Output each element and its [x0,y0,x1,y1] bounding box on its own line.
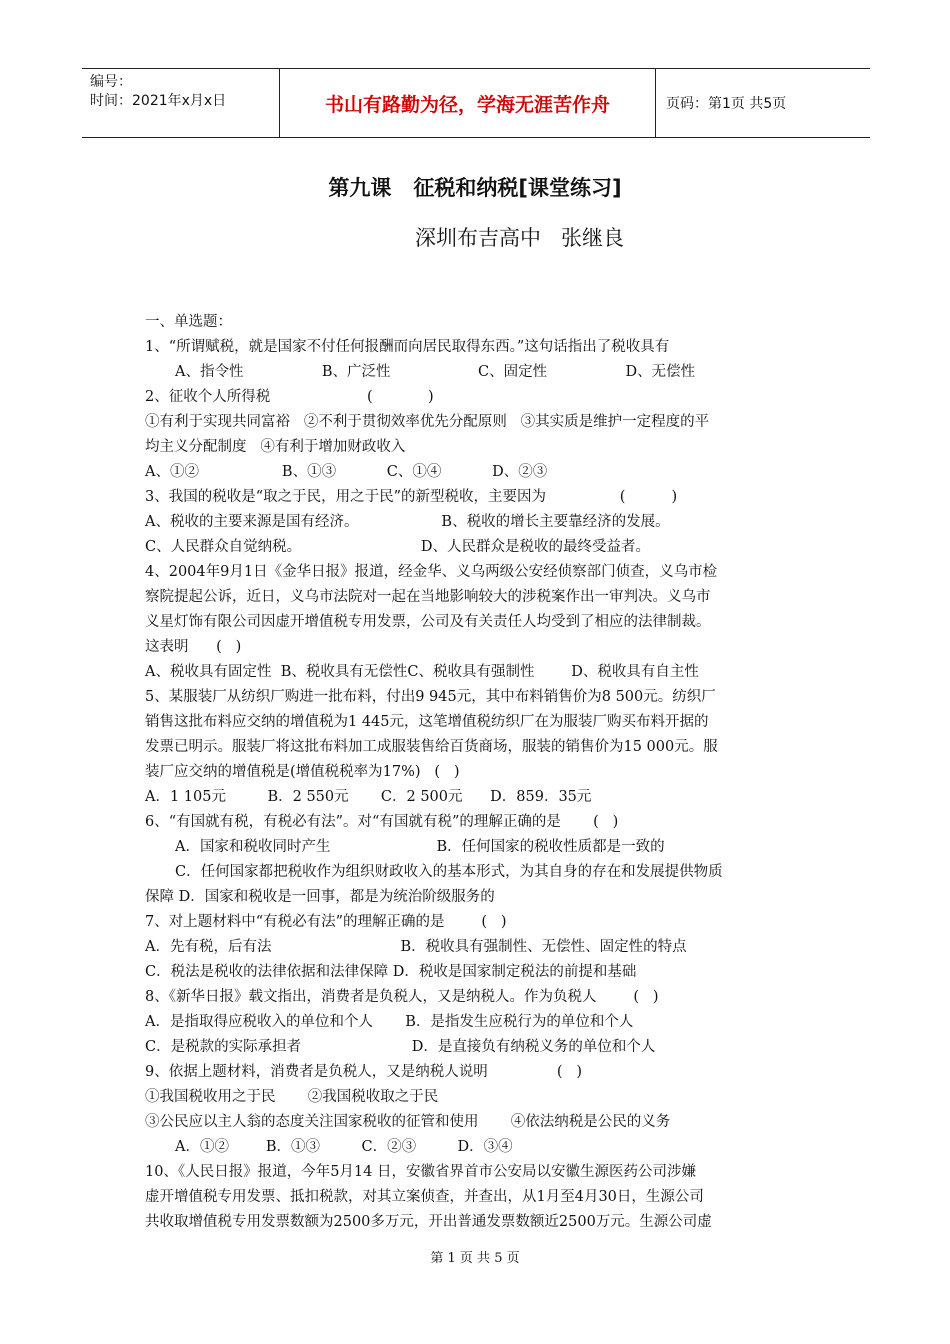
question-9: 9、依据上题材料，消费者是负税人，又是纳税人说明 ( ) [145,1064,583,1080]
question-5-text: 发票已明示。服装厂将这批布料加工成服装售给百货商场，服装的销售价为15 000元。服 [145,739,718,755]
question-9-text: ①我国税收用之于民 ②我国税收取之于民 [145,1089,439,1105]
question-4-text: 这表明 ( ) [145,639,242,655]
question-8-options: A．是指取得应税收入的单位和个人 B．是指发生应税行为的单位和个人 [145,1014,634,1030]
question-4-text: 察院提起公诉，近日，义乌市法院对一起在当地影响较大的涉税案作出一审判决。义乌市 [145,589,711,605]
question-9-text: ③公民应以主人翁的态度关注国家税收的征管和使用 ④依法纳税是公民的义务 [145,1114,671,1130]
page-footer: 第 1 页 共 5 页 [430,1251,520,1266]
question-3-options: C、人民群众自觉纳税。 D、人民群众是税收的最终受益者。 [145,539,651,555]
question-10: 10、《人民日报》报道，今年5月14 日，安徽省界首市公安局以安徽生源医药公司涉嫌 [145,1164,696,1180]
question-6-options: A．国家和税收同时产生 B．任何国家的税收性质都是一致的 [175,839,665,855]
question-4: 4、2004年9月1日《金华日报》报道，经金华、义乌两级公安经侦察部门侦查，义乌市检 [145,564,718,580]
question-4-options: A、税收具有固定性 B、税收具有无偿性C、税收具有强制性 D、税收具有自主性 [145,664,699,680]
motto-text: 书山有路勤为径，学海无涯苦作舟 [324,93,610,116]
question-3-options: A、税收的主要来源是国有经济。 B、税收的增长主要靠经济的发展。 [145,514,670,530]
question-2: 2、征收个人所得税 ( ) [145,389,434,405]
question-5-options: A．1 105元 B．2 550元 C．2 500元 D．859．35元 [145,789,592,805]
question-1-options: A、指令性 B、广泛性 C、固定性 D、无偿性 [175,364,696,380]
question-10-text: 共收取增值税专用发票数额为2500多万元，开出普通发票数额近2500万元。生源公司虚 [145,1214,712,1230]
question-4-text: 义星灯饰有限公司因虚开增值税专用发票，公司及有关责任人均受到了相应的法律制裁。 [145,614,711,630]
question-8: 8、《新华日报》载文指出，消费者是负税人，又是纳税人。作为负税人 ( ) [145,989,659,1005]
question-5-text: 装厂应交纳的增值税是(增值税税率为17%) ( ) [145,764,460,780]
question-1: 1、“所谓赋税，就是国家不付任何报酬而向居民取得东西。”这句话指出了税收具有 [145,339,670,355]
question-2-options: A、①② B、①③ C、①④ D、②③ [145,464,548,480]
question-7-options: A．先有税，后有法 B．税收具有强制性、无偿性、固定性的特点 [145,939,687,955]
page-number-cell [656,69,870,137]
question-2-text: ①有利于实现共同富裕 ②不利于贯彻效率优先分配原则 ③其实质是维护一定程度的平 [145,414,710,430]
time-label: 时间：2021年x月x日 [90,93,227,109]
number-label: 编号： [90,74,132,90]
question-8-options: C．是税款的实际承担者 D．是直接负有纳税义务的单位和个人 [145,1039,656,1055]
question-6-options: C．任何国家都把税收作为组织财政收入的基本形式，为其自身的存在和发展提供物质 [175,864,723,880]
question-7: 7、对上题材料中“有税必有法”的理解正确的是 ( ) [145,914,507,930]
question-10-text: 虚开增值税专用发票、抵扣税款，对其立案侦查，并查出，从1月至4月30日，生源公司 [145,1189,704,1205]
exercise-body [145,310,811,1235]
question-2-text: 均主义分配制度 ④有利于增加财政收入 [145,439,406,455]
question-9-options: A．①② B．①③ C．②③ D．③④ [175,1139,513,1155]
motto-cell [280,69,656,137]
document-author: 深圳布吉高中 张继良 [415,226,625,250]
question-7-options: C．税法是税收的法律依据和法律保障 D．税收是国家制定税法的前提和基础 [145,964,637,980]
page-number-label: 页码：第1页 共5页 [666,96,787,112]
question-5-text: 销售这批布料应交纳的增值税为1 445元，这笔增值税纺织厂在为服装厂购买布料开据的 [145,714,709,730]
question-6-options: 保障 D．国家和税收是一回事，都是为统治阶级服务的 [145,889,495,905]
question-3: 3、我国的税收是“取之于民，用之于民”的新型税收，主要因为 ( ) [145,489,678,505]
section-heading: 一、单选题： [145,314,232,330]
question-5: 5、某服装厂从纺织厂购进一批布料，付出9 945元，其中布料销售价为8 500元。纺织厂 [145,689,716,705]
header-info-cell [82,69,280,137]
question-6: 6、“有国就有税，有税必有法”。对“有国就有税”的理解正确的是 ( ) [145,814,619,830]
page-header [82,68,870,138]
document-title: 第九课 征税和纳税[课堂练习] [328,176,622,200]
